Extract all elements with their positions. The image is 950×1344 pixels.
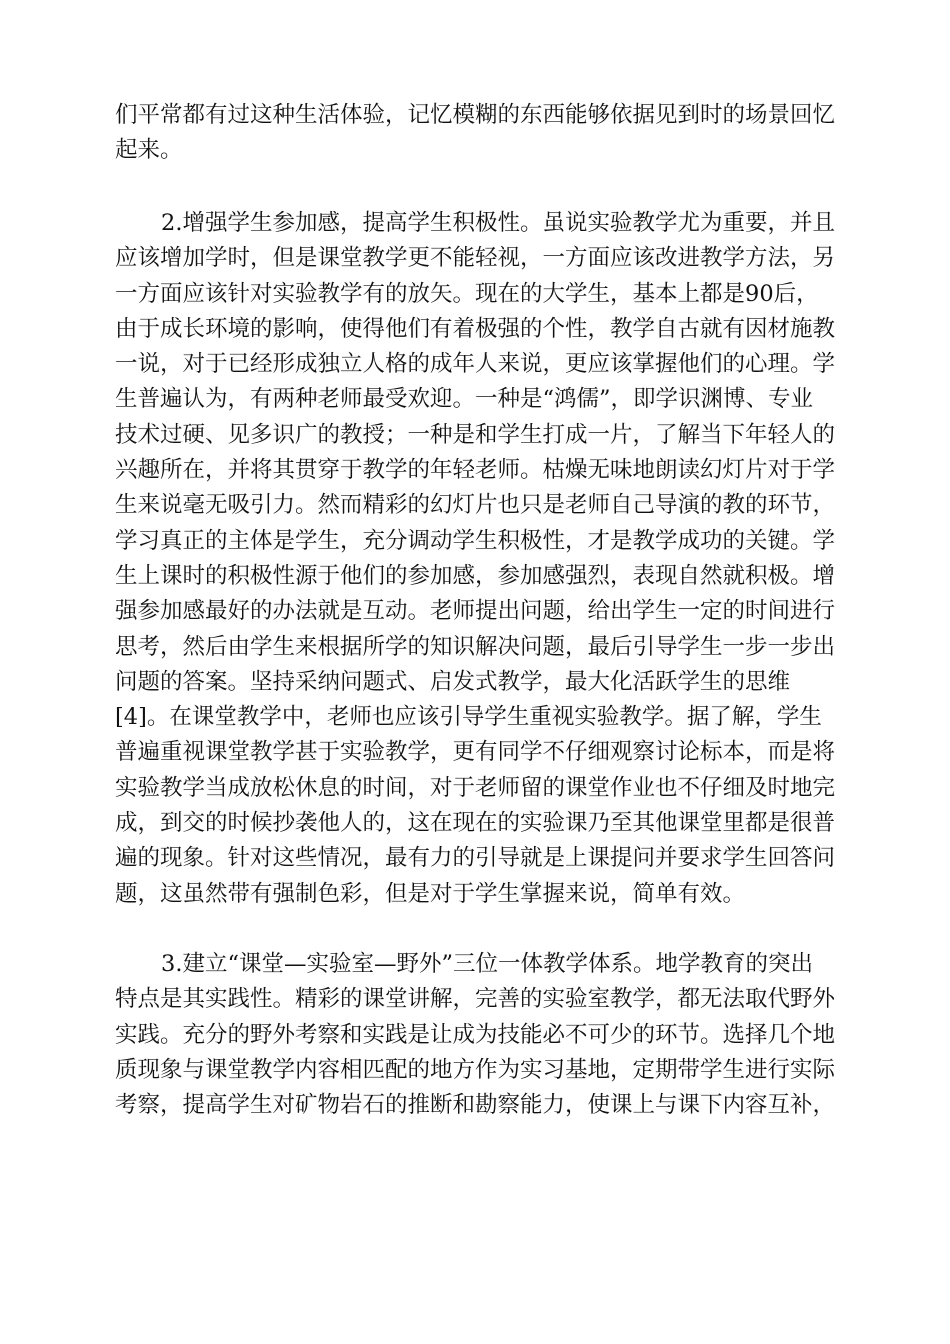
text-line: 质现象与课堂教学内容相匹配的地方作为实习基地，定期带学生进行实际 <box>115 1056 836 1083</box>
text-line: 实践。充分的野外考察和实践是让成为技能必不可少的环节。选择几个地 <box>115 1021 836 1048</box>
text-line: 题，这虽然带有强制色彩，但是对于学生掌握来说，简单有效。 <box>115 880 746 907</box>
text-line: 强参加感最好的办法就是互动。老师提出问题，给出学生一定的时间进行 <box>115 598 836 625</box>
text-line: 一说，对于已经形成独立人格的成年人来说，更应该掌握他们的心理。学 <box>115 351 836 378</box>
text-line: 技术过硬、见多识广的教授；一种是和学生打成一片，了解当下年轻人的 <box>115 421 836 448</box>
text-line: 兴趣所在，并将其贯穿于教学的年轻老师。枯燥无味地朗读幻灯片对于学 <box>115 457 836 484</box>
text-line: 一方面应该针对实验教学有的放矢。现在的大学生，基本上都是90后， <box>115 280 819 307</box>
text-line: 学习真正的主体是学生，充分调动学生积极性，才是教学成功的关键。学 <box>115 527 836 554</box>
text-line: 由于成长环境的影响，使得他们有着极强的个性，教学自古就有因材施教 <box>115 315 836 342</box>
text-line: 起来。 <box>115 137 183 164</box>
paragraph-section-3 <box>115 947 835 1123</box>
text-line: 考察，提高学生对矿物岩石的推断和勘察能力，使课上与课下内容互补， <box>115 1092 836 1119</box>
text-line: 问题的答案。坚持采纳问题式、启发式教学，最大化活跃学生的思维 <box>115 668 791 695</box>
text-line: 生上课时的积极性源于他们的参加感，参加感强烈，表现自然就积极。增 <box>115 562 836 589</box>
text-line: 实验教学当成放松休息的时间，对于老师留的课堂作业也不仔细及时地完 <box>115 774 836 801</box>
text-line: 们平常都有过这种生活体验，记忆模糊的东西能够依据见到时的场景回忆 <box>115 102 836 128</box>
text-line: 生普遍认为，有两种老师最受欢迎。一种是“鸿儒”，即学识渊博、专业 <box>115 386 814 413</box>
text-line: 生来说毫无吸引力。然而精彩的幻灯片也只是老师自己导演的教的环节， <box>115 492 836 519</box>
paragraph-section-2 <box>115 206 835 912</box>
text-line: 普遍重视课堂教学甚于实验教学，更有同学不仔细观察讨论标本，而是将 <box>115 739 836 766</box>
text-line: 遍的现象。针对这些情况，最有力的引导就是上课提问并要求学生回答问 <box>115 845 836 872</box>
text-line: 思考，然后由学生来根据所学的知识解决问题，最后引导学生一步一步出 <box>115 633 836 660</box>
text-line: 3.建立“课堂—实验室—野外”三位一体教学体系。地学教育的突出 <box>161 951 813 977</box>
text-line: 特点是其实践性。精彩的课堂讲解，完善的实验室教学，都无法取代野外 <box>115 986 836 1013</box>
text-line: 成，到交的时候抄袭他人的，这在现在的实验课乃至其他课堂里都是很普 <box>115 810 836 837</box>
text-line: [4]。在课堂教学中，老师也应该引导学生重视实验教学。据了解，学生 <box>115 704 822 731</box>
text-line: 应该增加学时，但是课堂教学更不能轻视，一方面应该改进教学方法，另 <box>115 245 836 272</box>
text-line: 2.增强学生参加感，提高学生积极性。虽说实验教学尤为重要，并且 <box>161 210 835 236</box>
paragraph-continuation <box>115 98 835 169</box>
